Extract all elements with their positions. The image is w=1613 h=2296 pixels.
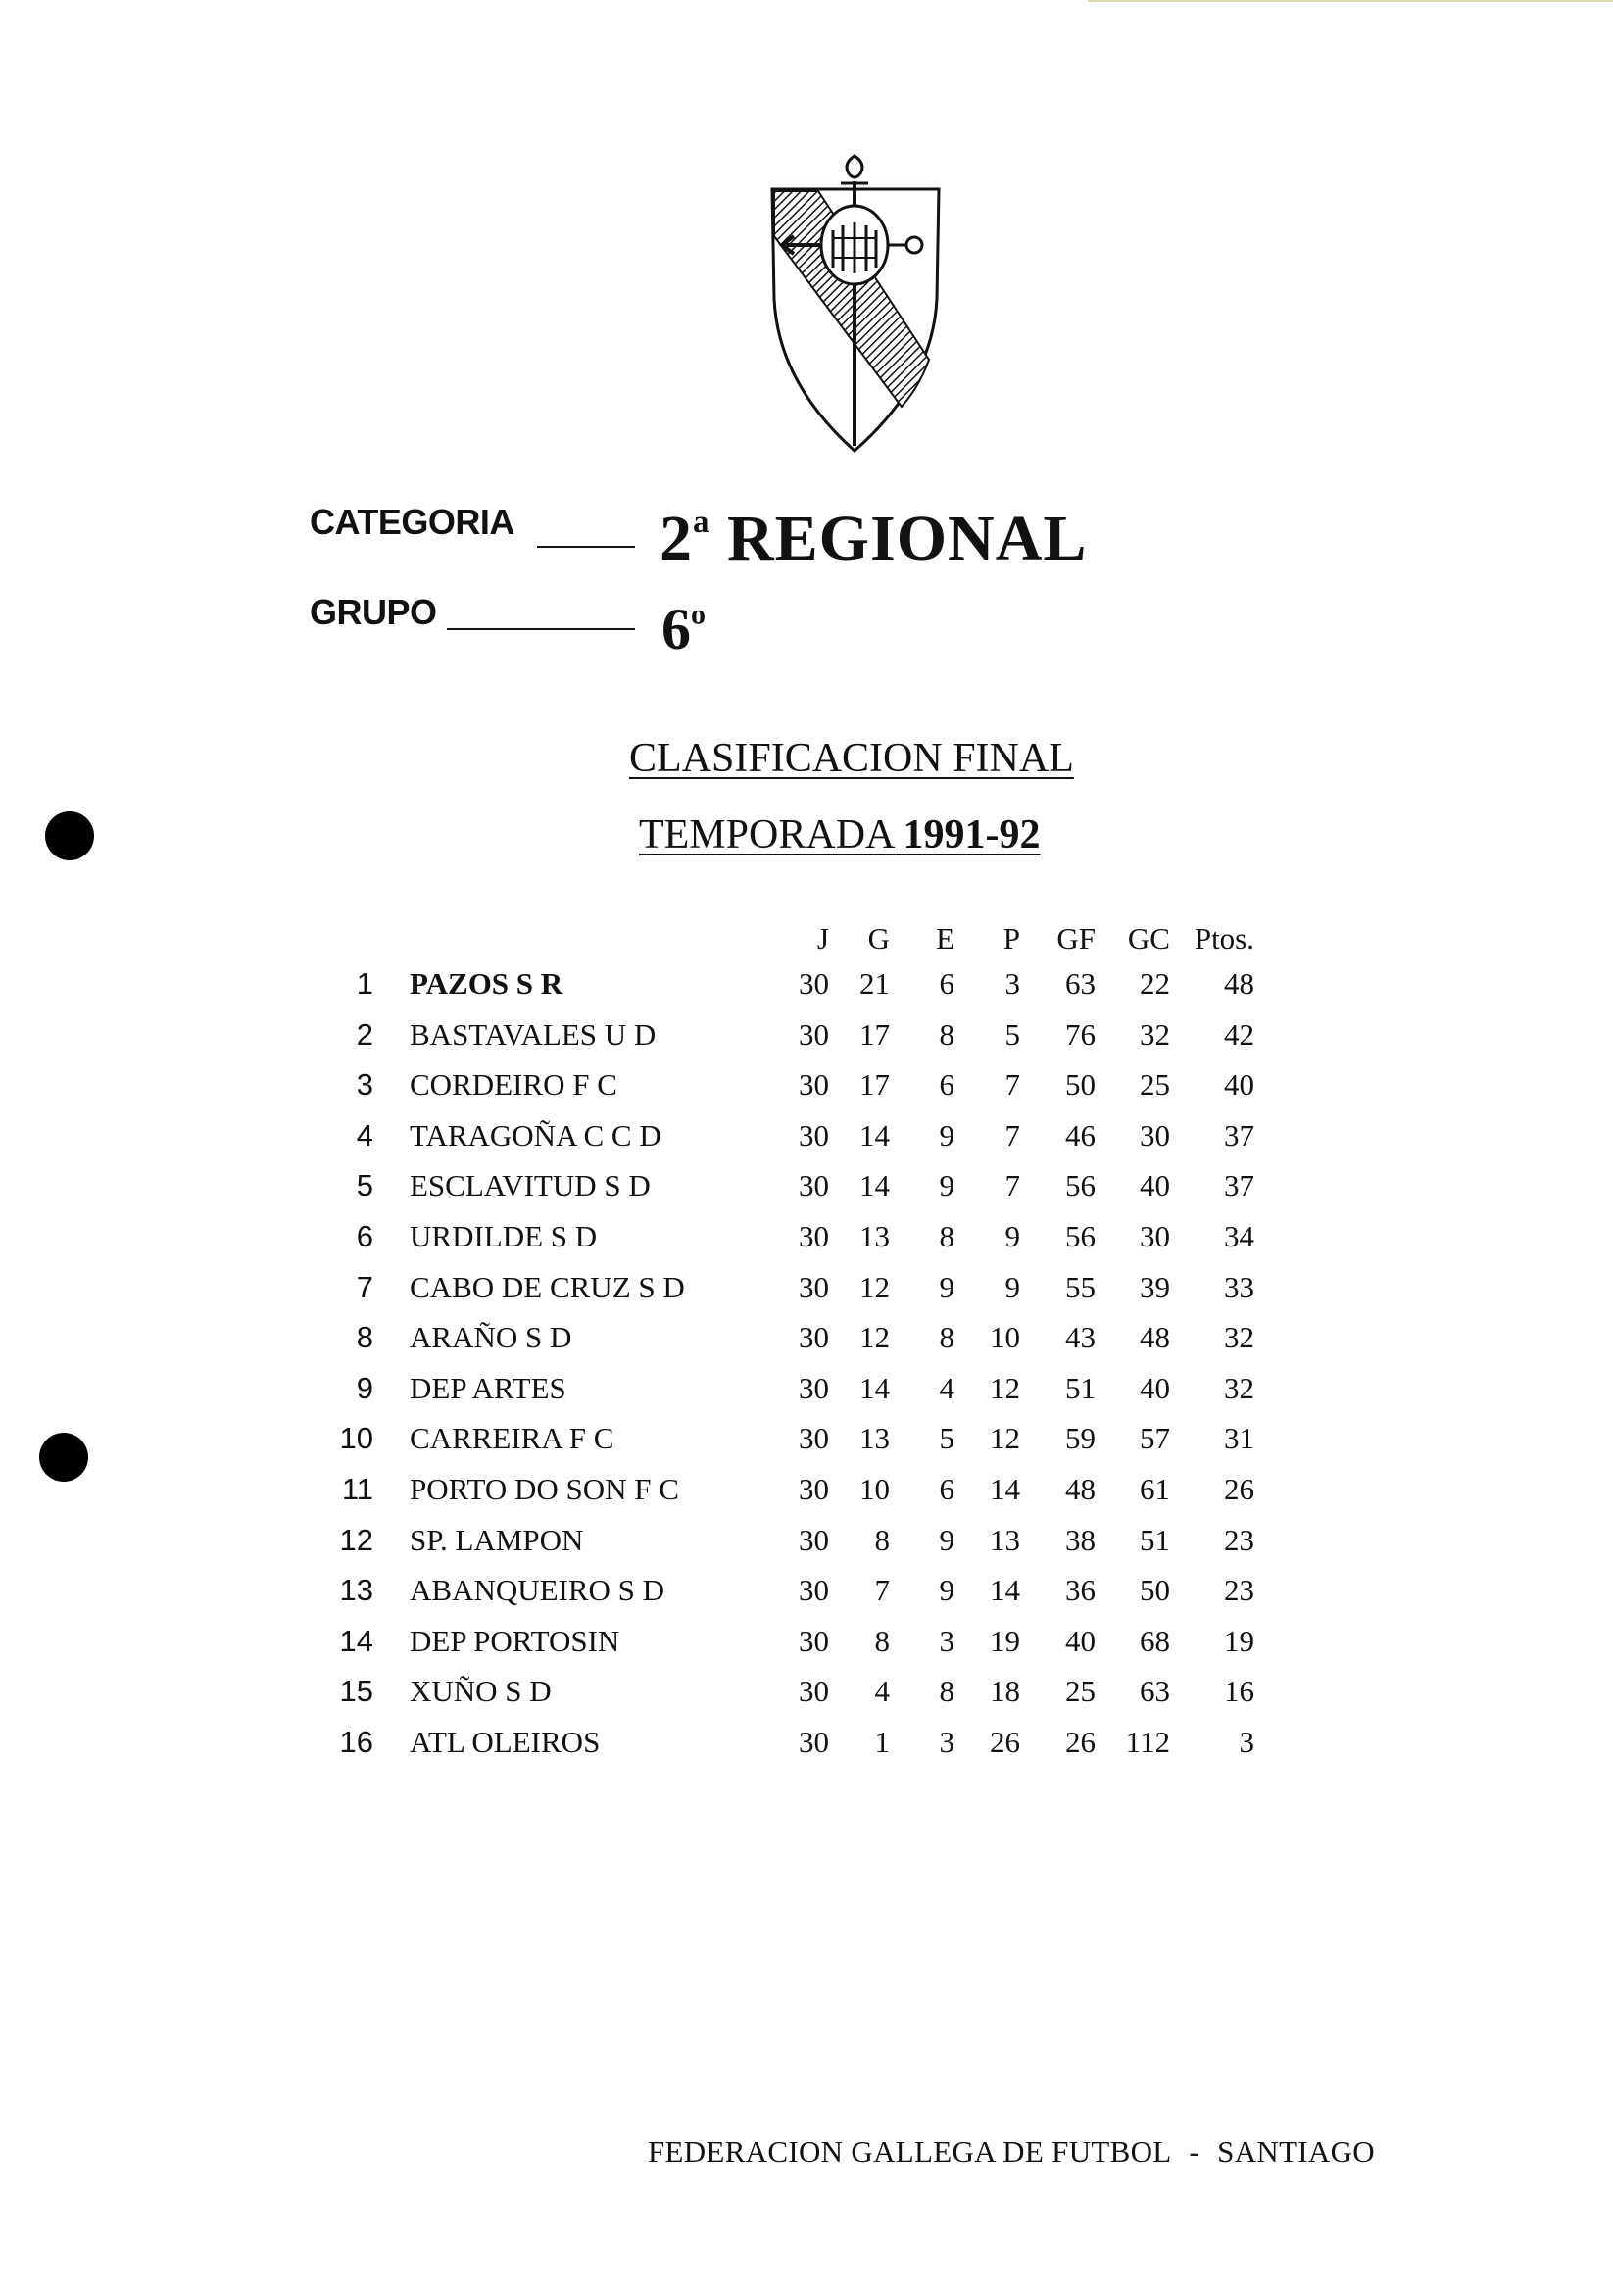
cell-g: 14 [859,1370,890,1405]
footer-federation: FEDERACION GALLEGA DE FUTBOL [648,2134,1172,2169]
cell-gc: 112 [1125,1725,1170,1759]
cell-position: 15 [339,1674,373,1709]
cell-j: 30 [799,1421,829,1456]
cell-ptos: 16 [1224,1674,1254,1709]
cell-gc: 51 [1140,1522,1170,1557]
cell-ptos: 23 [1224,1573,1254,1608]
table-row [0,1472,1613,1523]
cell-position: 13 [339,1573,373,1608]
cell-g: 14 [859,1168,890,1203]
cell-position: 9 [356,1370,373,1405]
cell-gc: 39 [1140,1269,1170,1304]
categoria-label: CATEGORIA [310,502,514,542]
table-row [0,1573,1613,1624]
temporada-value: 1991-92 [903,812,1041,857]
cell-gf: 25 [1065,1674,1096,1709]
cell-g: 12 [859,1320,890,1355]
col-header-gf: GF [1056,921,1096,955]
temporada-title [639,811,1041,858]
footer-city: SANTIAGO [1217,2134,1375,2169]
cell-gf: 56 [1065,1219,1096,1253]
cell-j: 30 [799,1370,829,1405]
cell-team: CARREIRA F C [410,1421,614,1456]
standings-table [0,921,1613,1783]
cell-p: 14 [990,1573,1020,1608]
cell-team: URDILDE S D [410,1219,598,1253]
categoria-rule [537,546,635,548]
grupo-ordinal: o [691,598,706,631]
table-row [0,966,1613,1017]
cell-e: 8 [939,1320,954,1355]
cell-j: 30 [799,1725,829,1759]
cell-team: PAZOS S R [410,966,563,1001]
cell-gc: 22 [1140,966,1170,1001]
cell-team: TARAGOÑA C C D [410,1117,661,1152]
cell-e: 3 [939,1725,954,1759]
grupo-label: GRUPO [310,592,437,632]
col-header-p: P [1002,921,1020,955]
cell-position: 4 [356,1117,373,1152]
footer-separator: - [1189,2134,1200,2169]
cell-j: 30 [799,1472,829,1506]
cell-j: 30 [799,966,829,1001]
cell-g: 21 [859,966,890,1001]
cell-gf: 63 [1065,966,1096,1001]
cell-team: BASTAVALES U D [410,1016,657,1051]
federation-crest-logo [764,152,946,461]
cell-ptos: 42 [1224,1016,1254,1051]
cell-ptos: 31 [1224,1421,1254,1456]
col-header-e: E [936,921,954,955]
cell-j: 30 [799,1219,829,1253]
cell-g: 7 [874,1573,890,1608]
cell-ptos: 23 [1224,1522,1254,1557]
cell-g: 1 [874,1725,890,1759]
cell-gf: 56 [1065,1168,1096,1203]
cell-j: 30 [799,1522,829,1557]
cell-e: 6 [939,1067,954,1102]
table-row [0,1624,1613,1675]
cell-gf: 51 [1065,1370,1096,1405]
cell-p: 26 [990,1725,1020,1759]
cell-j: 30 [799,1623,829,1658]
cell-e: 8 [939,1219,954,1253]
punch-hole [45,811,94,860]
cell-gf: 55 [1065,1269,1096,1304]
cell-gc: 48 [1140,1320,1170,1355]
cell-g: 17 [859,1016,890,1051]
col-header-j: J [816,921,829,955]
cell-gf: 43 [1065,1320,1096,1355]
cell-position: 1 [356,966,373,1001]
table-row [0,1168,1613,1219]
cell-team: ESCLAVITUD S D [410,1168,651,1203]
cell-team: PORTO DO SON F C [410,1472,679,1506]
cell-p: 12 [990,1421,1020,1456]
clasificacion-title: CLASIFICACION FINAL [629,736,1074,781]
cell-position: 16 [339,1725,373,1759]
cell-p: 7 [1004,1067,1020,1102]
cell-ptos: 26 [1224,1472,1254,1506]
cell-p: 18 [990,1674,1020,1709]
cell-gc: 50 [1140,1573,1170,1608]
cell-gf: 36 [1065,1573,1096,1608]
cell-g: 13 [859,1421,890,1456]
grupo-rule [447,628,635,630]
cell-gc: 57 [1140,1421,1170,1456]
grupo-number: 6 [661,597,691,661]
cell-j: 30 [799,1320,829,1355]
cell-p: 14 [990,1472,1020,1506]
cell-p: 13 [990,1522,1020,1557]
cell-g: 17 [859,1067,890,1102]
cell-team: DEP PORTOSIN [410,1623,620,1658]
cell-ptos: 34 [1224,1219,1254,1253]
cell-team: SP. LAMPON [410,1522,584,1557]
cell-gf: 48 [1065,1472,1096,1506]
col-header-g: G [867,921,890,955]
cell-e: 5 [939,1421,954,1456]
cell-gc: 40 [1140,1168,1170,1203]
cell-e: 9 [939,1117,954,1152]
cell-g: 10 [859,1472,890,1506]
table-row [0,1320,1613,1371]
table-row [0,1421,1613,1472]
cell-gc: 30 [1140,1117,1170,1152]
cell-team: CORDEIRO F C [410,1067,617,1102]
table-row [0,1017,1613,1068]
cell-g: 8 [874,1623,890,1658]
cell-gf: 26 [1065,1725,1096,1759]
cell-gf: 46 [1065,1117,1096,1152]
cell-gf: 38 [1065,1522,1096,1557]
cell-gf: 59 [1065,1421,1096,1456]
footer [648,2134,1375,2170]
cell-gc: 32 [1140,1016,1170,1051]
categoria-number: 2 [660,503,693,574]
cell-ptos: 33 [1224,1269,1254,1304]
cell-e: 4 [939,1370,954,1405]
cell-p: 19 [990,1623,1020,1658]
cell-position: 12 [339,1522,373,1557]
cell-ptos: 19 [1224,1623,1254,1658]
cell-gc: 40 [1140,1370,1170,1405]
table-row [0,1674,1613,1725]
cell-j: 30 [799,1573,829,1608]
cell-position: 6 [356,1219,373,1253]
cell-g: 8 [874,1522,890,1557]
col-header-gc: GC [1127,921,1170,955]
cell-e: 9 [939,1573,954,1608]
cell-e: 8 [939,1674,954,1709]
cell-p: 9 [1004,1219,1020,1253]
cell-ptos: 3 [1239,1725,1254,1759]
cell-e: 6 [939,966,954,1001]
cell-team: ARAÑO S D [410,1320,572,1355]
cell-j: 30 [799,1168,829,1203]
cell-ptos: 40 [1224,1067,1254,1102]
table-row [0,1270,1613,1321]
table-row [0,1118,1613,1169]
cell-p: 9 [1004,1269,1020,1304]
cell-p: 7 [1004,1168,1020,1203]
cell-e: 3 [939,1623,954,1658]
cell-j: 30 [799,1117,829,1152]
temporada-label: TEMPORADA [639,812,894,857]
table-row [0,1725,1613,1776]
cell-p: 10 [990,1320,1020,1355]
cell-position: 10 [339,1421,373,1456]
cell-position: 2 [356,1016,373,1051]
cell-g: 12 [859,1269,890,1304]
col-header-ptos: Ptos. [1194,921,1254,955]
cell-g: 14 [859,1117,890,1152]
cell-e: 9 [939,1269,954,1304]
cell-p: 5 [1004,1016,1020,1051]
cell-j: 30 [799,1067,829,1102]
cell-j: 30 [799,1016,829,1051]
cell-team: ATL OLEIROS [410,1725,601,1759]
cell-p: 12 [990,1370,1020,1405]
cell-ptos: 37 [1224,1117,1254,1152]
cell-e: 9 [939,1522,954,1557]
grupo-value [661,596,706,663]
cell-ptos: 32 [1224,1370,1254,1405]
cell-team: XUÑO S D [410,1674,552,1709]
cell-ptos: 32 [1224,1320,1254,1355]
cell-position: 5 [356,1168,373,1203]
cell-p: 3 [1004,966,1020,1001]
cell-j: 30 [799,1269,829,1304]
cell-e: 8 [939,1016,954,1051]
cell-gf: 40 [1065,1623,1096,1658]
cell-position: 7 [356,1269,373,1304]
cell-gc: 61 [1140,1472,1170,1506]
table-row [0,1371,1613,1422]
table-header-row [0,921,1613,972]
cell-e: 6 [939,1472,954,1506]
table-row [0,1523,1613,1574]
cell-j: 30 [799,1674,829,1709]
cell-ptos: 37 [1224,1168,1254,1203]
table-row [0,1219,1613,1270]
table-row [0,1067,1613,1118]
cell-team: ABANQUEIRO S D [410,1573,665,1608]
cell-p: 7 [1004,1117,1020,1152]
cell-e: 9 [939,1168,954,1203]
cell-team: CABO DE CRUZ S D [410,1269,685,1304]
cell-position: 14 [339,1623,373,1658]
cell-position: 8 [356,1320,373,1355]
cell-gc: 25 [1140,1067,1170,1102]
categoria-name: REGIONAL [709,503,1088,574]
cell-ptos: 48 [1224,966,1254,1001]
cell-gc: 68 [1140,1623,1170,1658]
scan-edge-line [1088,0,1613,2]
cell-gf: 50 [1065,1067,1096,1102]
cell-position: 3 [356,1067,373,1102]
categoria-ordinal: a [693,504,710,540]
categoria-value [660,502,1087,576]
cell-gc: 30 [1140,1219,1170,1253]
cell-g: 13 [859,1219,890,1253]
cell-g: 4 [874,1674,890,1709]
cell-gc: 63 [1140,1674,1170,1709]
cell-team: DEP ARTES [410,1370,566,1405]
cell-position: 11 [341,1472,373,1506]
cell-gf: 76 [1065,1016,1096,1051]
